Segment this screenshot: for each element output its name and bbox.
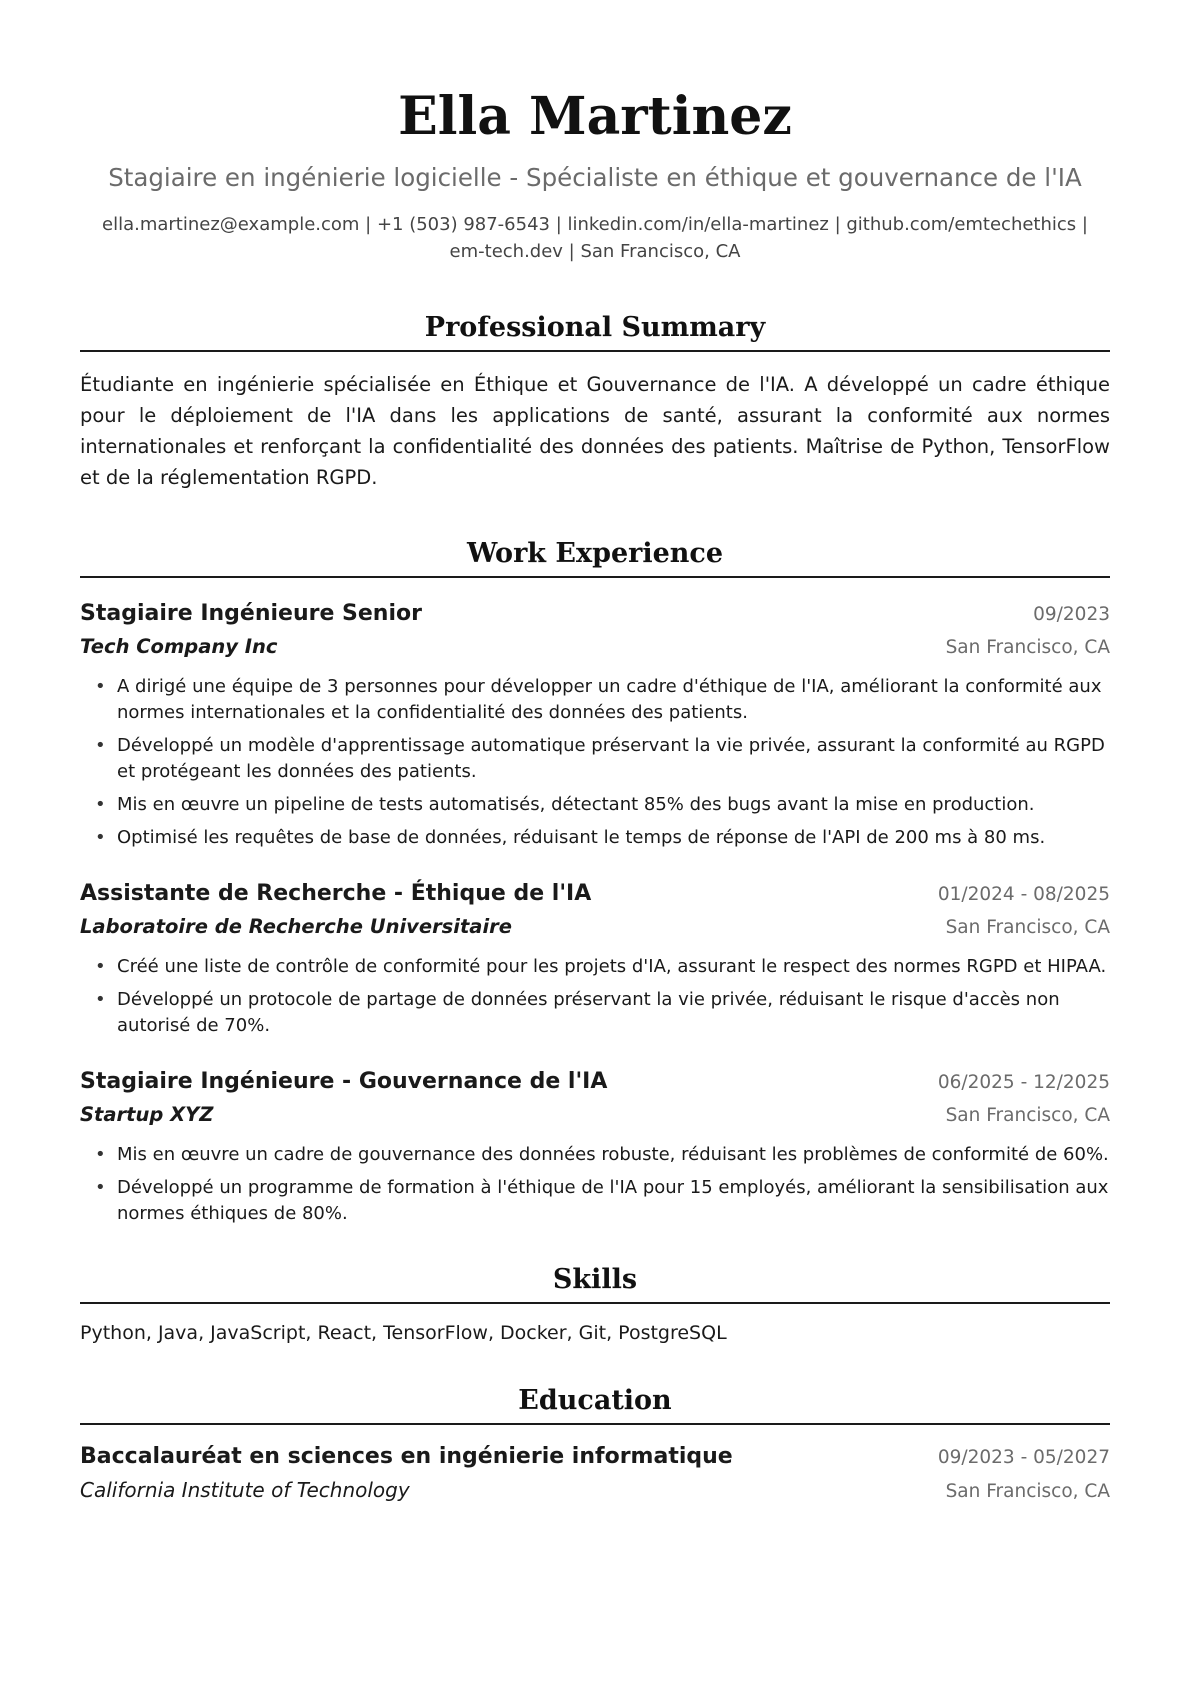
bullet-text: Créé une liste de contrôle de conformité pour les projets d'IA, assurant le respect des normes RGPD et HIPAA. [117,956,1107,977]
section-title-summary: Professional Summary [80,311,1110,352]
job-header-row [80,598,1110,631]
job-location: San Francisco, CA [945,637,1110,658]
bullet-icon: • [95,989,106,1010]
education-header-row [80,1441,1110,1474]
job-entry [80,878,1110,1039]
job-company-row [80,911,1110,944]
bullet-text: A dirigé une équipe de 3 personnes pour développer un cadre d'éthique de l'IA, améliorant la conformité aux normes internationales et la confidentialité des données des patients. [117,676,1102,723]
section-title-skills: Skills [80,1263,1110,1304]
bullet-icon: • [95,794,106,815]
bullet-text: Mis en œuvre un cadre de gouvernance des données robuste, réduisant les problèmes de conformité de 60%. [117,1144,1109,1165]
job-bullet [80,674,1110,726]
job-location: San Francisco, CA [945,917,1110,938]
education-school: California Institute of Technology [80,1478,410,1502]
job-header-row [80,878,1110,911]
job-company: Startup XYZ [80,1103,214,1126]
bullet-text: Développé un programme de formation à l'éthique de l'IA pour 15 employés, améliorant la sensibilisation aux normes éthiques de 80%. [117,1177,1109,1224]
section-title-work-experience: Work Experience [80,537,1110,578]
job-entry [80,1066,1110,1227]
bullet-icon: • [95,956,106,977]
candidate-name: Ella Martinez [398,86,792,147]
contact-line: ella.martinez@example.com | +1 (503) 987-6543 | linkedin.com/in/ella-martinez | github.com/emtechethics | [102,214,1088,235]
job-bullet [80,954,1110,980]
education-degree: Baccalauréat en sciences en ingénierie informatique [80,1444,733,1469]
job-title: Stagiaire Ingénieure - Gouvernance de l'IA [80,1069,608,1094]
job-bullet [80,792,1110,818]
candidate-tagline: Stagiaire en ingénierie logicielle - Spécialiste en éthique et gouvernance de l'IA [108,163,1082,192]
job-date: 09/2023 [1033,604,1110,625]
job-title: Stagiaire Ingénieure Senior [80,601,422,626]
bullet-icon: • [95,1177,106,1198]
bullet-text: Développé un protocole de partage de données préservant la vie privée, réduisant le risque d'accès non autorisé de 70%. [117,989,1060,1036]
bullet-icon: • [95,735,106,756]
job-location: San Francisco, CA [945,1105,1110,1126]
bullet-icon: • [95,1144,106,1165]
job-company-row [80,631,1110,664]
job-bullets [80,674,1110,851]
job-bullet [80,987,1110,1039]
skills-list: Python, Java, JavaScript, React, TensorFlow, Docker, Git, PostgreSQL [80,1322,727,1344]
job-date: 01/2024 - 08/2025 [937,884,1110,905]
job-company-row [80,1099,1110,1132]
education-entry [80,1441,1110,1508]
education-date: 09/2023 - 05/2027 [937,1447,1110,1468]
bullet-icon: • [95,827,106,848]
job-title: Assistante de Recherche - Éthique de l'IA [80,881,592,906]
job-entry [80,598,1110,851]
job-bullet [80,1175,1110,1227]
job-company: Tech Company Inc [80,635,278,658]
job-header-row [80,1066,1110,1099]
bullet-text: Mis en œuvre un pipeline de tests automatisés, détectant 85% des bugs avant la mise en production. [117,794,1035,815]
job-date: 06/2025 - 12/2025 [937,1072,1110,1093]
bullet-text: Développé un modèle d'apprentissage automatique préservant la vie privée, assurant la conformité au RGPD et protégeant les données des patients. [117,735,1105,782]
job-bullets [80,1142,1110,1227]
job-bullets [80,954,1110,1039]
contact-line: em-tech.dev | San Francisco, CA [449,241,741,262]
job-bullet [80,1142,1110,1168]
education-location: San Francisco, CA [945,1481,1110,1502]
contact-info [80,211,1110,265]
job-bullet [80,825,1110,851]
summary-text: Étudiante en ingénierie spécialisée en Éthique et Gouvernance de l'IA. A développé un cadre éthique pour le déploiement de l'IA dans les applications de santé, assurant la conformité aux normes internationales et renforçant la confidentialité des données des patients. Maîtrise de Python, TensorFlow et de la réglementation RGPD. [80,373,1110,489]
job-bullet [80,733,1110,785]
job-company: Laboratoire de Recherche Universitaire [80,915,512,938]
section-title-education: Education [80,1384,1110,1425]
bullet-icon: • [95,676,106,697]
bullet-text: Optimisé les requêtes de base de données, réduisant le temps de réponse de l'API de 200 ms à 80 ms. [117,827,1046,848]
education-school-row [80,1474,1110,1508]
